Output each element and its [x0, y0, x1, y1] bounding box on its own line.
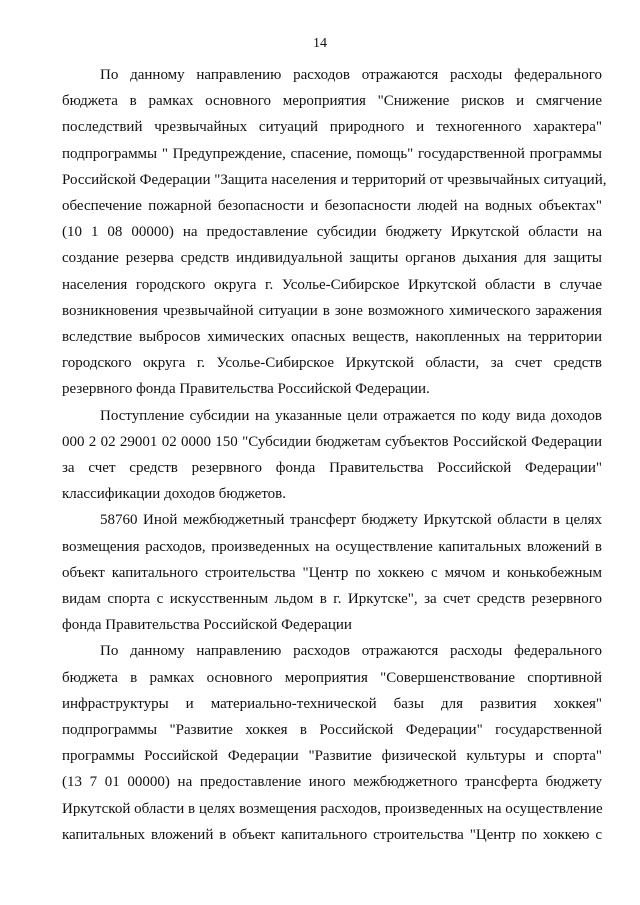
text-line: подпрограммы "Развитие хоккея в Российской Федерации" государственной — [62, 722, 602, 739]
text-line: населения городского округа г. Усолье-Сибирское Иркутской области в случае — [62, 276, 602, 293]
text-line: инфраструктуры и материально-технической базы для развития хоккея" — [62, 695, 602, 712]
text-line: 000 2 02 29001 02 0000 150 "Субсидии бюджетам субъектов Российской Федерации — [62, 433, 602, 450]
text-line: бюджета в рамках основного мероприятия "Совершенствование спортивной — [62, 669, 602, 686]
text-line: бюджета в рамках основного мероприятия "Снижение рисков и смягчение — [62, 93, 602, 110]
paragraph — [62, 62, 607, 403]
text-line: последствий чрезвычайных ситуаций природного и техногенного характера" — [62, 119, 602, 136]
text-line: Российской Федерации "Защита населения и территорий от чрезвычайных ситуаций, — [62, 171, 607, 188]
text-line: обеспечение пожарной безопасности и безопасности людей на водных объектах" — [62, 198, 602, 215]
text-line: (13 7 01 00000) на предоставление иного межбюджетного трансферта бюджету — [62, 774, 602, 791]
text-line: (10 1 08 00000) на предоставление субсидии бюджету Иркутской области на — [62, 224, 602, 241]
text-line: городского округа г. Усолье-Сибирское Иркутской области, за счет средств — [62, 355, 602, 372]
text-line: фонда Правительства Российской Федерации — [62, 617, 352, 634]
page-number: 14 — [313, 36, 327, 51]
text-line: создание резерва средств индивидуальной защиты органов дыхания для защиты — [62, 250, 602, 267]
text-line: возмещения расходов, произведенных на осуществление капитальных вложений в — [62, 538, 602, 555]
text-line: Иркутской области в целях возмещения расходов, произведенных на осуществление — [62, 800, 603, 817]
text-line: за счет средств резервного фонда Правительства Российской Федерации" — [62, 460, 602, 477]
text-line: видам спорта с искусственным льдом в г. Иркутске", за счет средств резервного — [62, 591, 602, 608]
text-line: вследствие выбросов химических опасных веществ, накопленных на территории — [62, 329, 602, 346]
text-line: По данному направлению расходов отражаются расходы федерального — [100, 643, 602, 660]
text-line: Поступление субсидии на указанные цели отражается по коду вида доходов — [100, 407, 602, 424]
paragraph — [62, 403, 602, 508]
text-line: возникновения чрезвычайной ситуации в зоне возможного химического заражения — [62, 302, 602, 319]
text-line: По данному направлению расходов отражаются расходы федерального — [100, 67, 602, 83]
text-line: программы Российской Федерации "Развитие физической культуры и спорта" — [62, 748, 602, 765]
text-line: резервного фонда Правительства Российской Федерации. — [62, 381, 430, 398]
text-line: классификации доходов бюджетов. — [62, 486, 287, 503]
text-line: капитальных вложений в объект капитального строительства "Центр по хоккею с — [62, 826, 602, 843]
text-line: подпрограммы " Предупреждение, спасение, помощь" государственной программы — [62, 145, 602, 162]
document-body — [62, 62, 607, 848]
paragraph — [62, 507, 602, 638]
paragraph — [62, 638, 602, 848]
text-line: объект капитального строительства "Центр по хоккею с мячом и конькобежным — [62, 564, 602, 581]
text-line: 58760 Иной межбюджетный трансферт бюджету Иркутской области в целях — [100, 512, 602, 529]
